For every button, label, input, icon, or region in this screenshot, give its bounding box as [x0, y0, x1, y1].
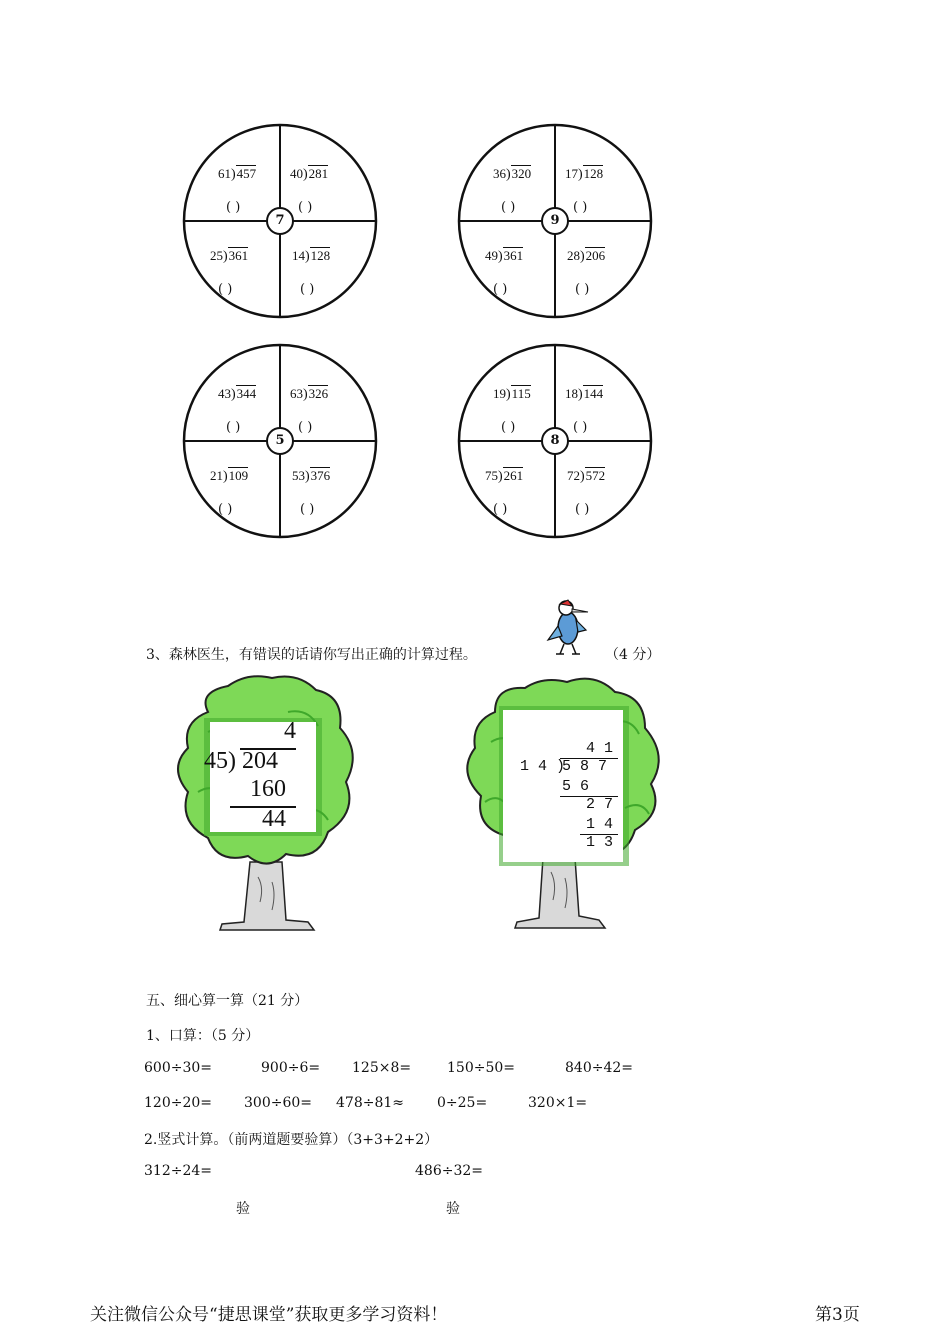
oral-r2-c2: 300÷60= — [244, 1095, 312, 1111]
check-label-1: 验 — [236, 1201, 250, 1217]
tree-2-remainder-1: 2 7 — [586, 796, 614, 813]
division-expression: 40)281 — [290, 166, 329, 182]
division-expression: 25)361 — [210, 248, 249, 264]
oral-r2-c1: 120÷20= — [144, 1095, 212, 1111]
answer-blank[interactable]: ( ) — [298, 420, 313, 435]
circle-center-number: 5 — [266, 427, 294, 455]
division-circle — [180, 338, 380, 538]
answer-blank[interactable]: ( ) — [573, 200, 588, 215]
tree-1-remainder: 44 — [262, 806, 286, 832]
question-3-points: （4 分） — [605, 647, 661, 663]
dividend: 281 — [308, 166, 329, 181]
divisor: 36 — [493, 166, 506, 181]
question-3-text: 3、森林医生，有错误的话请你写出正确的计算过程。 — [146, 647, 477, 663]
divisor: 14 — [292, 248, 305, 263]
division-expression: 28)206 — [567, 248, 606, 264]
divisor: 61 — [218, 166, 231, 181]
circle-center-number: 9 — [541, 207, 569, 235]
divisor: 17 — [565, 166, 578, 181]
divisor: 75 — [485, 468, 498, 483]
oral-r1-c1: 600÷30= — [144, 1060, 212, 1076]
dividend: 144 — [583, 386, 604, 401]
tree-2-illustration — [455, 672, 675, 940]
divisor: 19 — [493, 386, 506, 401]
answer-blank[interactable]: ( ) — [493, 502, 508, 517]
footer-note: 关注微信公众号“捷思课堂”获取更多学习资料！ — [90, 1305, 448, 1325]
tree-2-divisor: 1 4 — [520, 758, 548, 775]
divisor: 72 — [567, 468, 580, 483]
division-expression: 72)572 — [567, 468, 606, 484]
dividend: 320 — [511, 166, 532, 181]
dividend: 457 — [236, 166, 257, 181]
division-expression: 14)128 — [292, 248, 331, 264]
tree-1-divisor: 45 — [204, 748, 228, 774]
circle-center-number: 8 — [541, 427, 569, 455]
divisor: 53 — [292, 468, 305, 483]
vertical-problem-1: 312÷24= — [144, 1163, 212, 1179]
dividend: 344 — [236, 386, 257, 401]
division-expression: 63)326 — [290, 386, 329, 402]
tree-2-product-1: 5 6 — [562, 778, 590, 795]
vertical-title: 2.竖式计算。（前两道题要验算）（3+3+2+2） — [144, 1132, 439, 1148]
divisor: 40 — [290, 166, 303, 181]
divisor: 63 — [290, 386, 303, 401]
oral-title: 1、口算：（5 分） — [146, 1028, 260, 1044]
answer-blank[interactable]: ( ) — [226, 200, 241, 215]
dividend: 128 — [310, 248, 331, 263]
division-circle — [180, 118, 380, 318]
division-expression: 21)109 — [210, 468, 249, 484]
oral-r2-c4: 0÷25= — [437, 1095, 488, 1111]
dividend: 206 — [585, 248, 606, 263]
division-expression: 43)344 — [218, 386, 257, 402]
division-expression: 61)457 — [218, 166, 257, 182]
dividend: 361 — [228, 248, 249, 263]
divisor: 28 — [567, 248, 580, 263]
answer-blank[interactable]: ( ) — [226, 420, 241, 435]
oral-r2-c5: 320×1= — [528, 1095, 588, 1111]
dividend: 326 — [308, 386, 329, 401]
woodpecker-icon — [538, 596, 600, 658]
answer-blank[interactable]: ( ) — [298, 200, 313, 215]
answer-blank[interactable]: ( ) — [218, 502, 233, 517]
oral-r1-c4: 150÷50= — [447, 1060, 515, 1076]
divisor: 49 — [485, 248, 498, 263]
circle-center-number: 7 — [266, 207, 294, 235]
division-expression: 53)376 — [292, 468, 331, 484]
dividend: 376 — [310, 468, 331, 483]
oral-r1-c3: 125×8= — [352, 1060, 412, 1076]
division-expression: 36)320 — [493, 166, 532, 182]
tree-2-product-2: 1 4 — [586, 816, 614, 833]
dividend: 128 — [583, 166, 604, 181]
answer-blank[interactable]: ( ) — [501, 420, 516, 435]
dividend: 361 — [503, 248, 524, 263]
page-number: 第3页 — [815, 1305, 860, 1325]
answer-blank[interactable]: ( ) — [573, 420, 588, 435]
division-expression: 49)361 — [485, 248, 524, 264]
dividend: 572 — [585, 468, 606, 483]
division-circle — [455, 118, 655, 318]
divisor: 21 — [210, 468, 223, 483]
oral-r2-c3: 478÷81≈ — [336, 1095, 404, 1111]
tree-2-remainder-2: 1 3 — [586, 834, 614, 851]
oral-r1-c2: 900÷6= — [261, 1060, 321, 1076]
division-expression: 17)128 — [565, 166, 604, 182]
section-5-title: 五、细心算一算（21 分） — [146, 993, 309, 1009]
tree-1-product: 160 — [250, 776, 286, 802]
answer-blank[interactable]: ( ) — [493, 282, 508, 297]
oral-r1-c5: 840÷42= — [565, 1060, 633, 1076]
division-circle — [455, 338, 655, 538]
vertical-problem-2: 486÷32= — [415, 1163, 483, 1179]
check-label-2: 验 — [446, 1201, 460, 1217]
answer-blank[interactable]: ( ) — [575, 502, 590, 517]
answer-blank[interactable]: ( ) — [300, 502, 315, 517]
divisor: 25 — [210, 248, 223, 263]
tree-2-dividend: 5 8 7 — [562, 758, 608, 775]
divisor: 43 — [218, 386, 231, 401]
answer-blank[interactable]: ( ) — [218, 282, 233, 297]
divisor: 18 — [565, 386, 578, 401]
division-expression: 19)115 — [493, 386, 531, 402]
dividend: 261 — [503, 468, 524, 483]
answer-blank[interactable]: ( ) — [575, 282, 590, 297]
division-expression: 18)144 — [565, 386, 604, 402]
division-expression: 75)261 — [485, 468, 524, 484]
dividend: 115 — [511, 386, 531, 401]
tree-2-quotient: 4 1 — [586, 740, 614, 757]
dividend: 109 — [228, 468, 249, 483]
answer-blank[interactable]: ( ) — [300, 282, 315, 297]
tree-1-quotient: 4 — [284, 718, 296, 744]
tree-1-dividend: 204 — [242, 748, 278, 774]
answer-blank[interactable]: ( ) — [501, 200, 516, 215]
